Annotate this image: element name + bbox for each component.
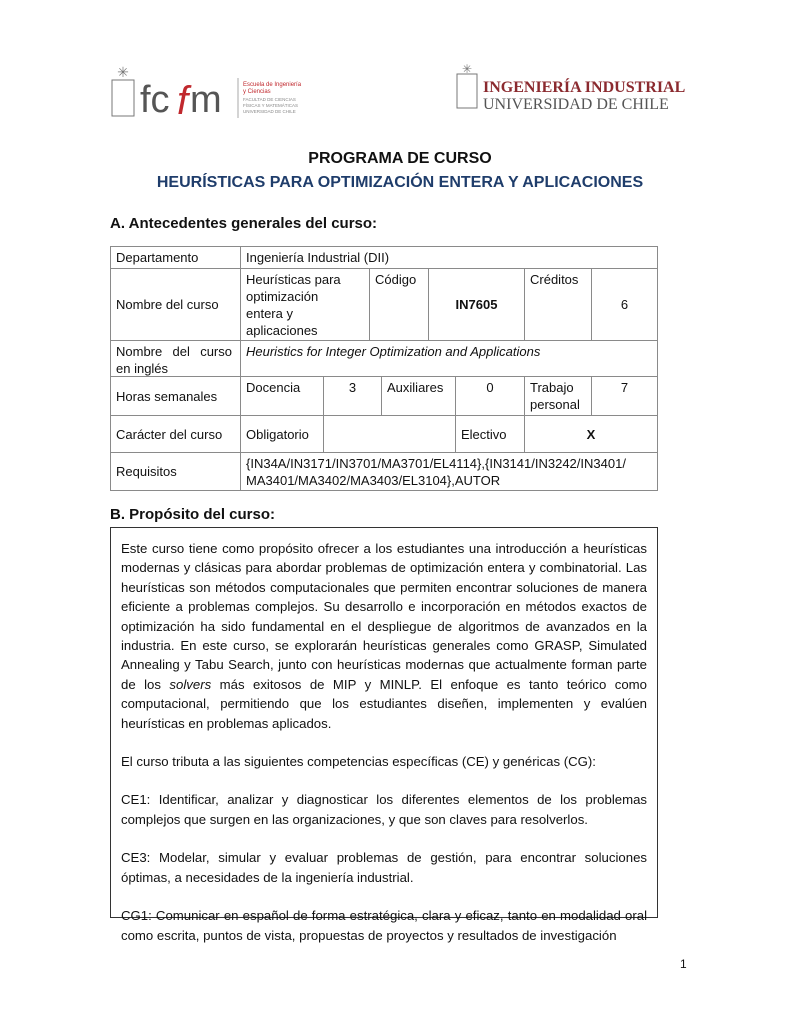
svg-text:✳: ✳ [117,64,129,80]
label-departamento: Departamento [110,246,241,269]
label-docencia: Docencia [240,376,324,416]
page-number: 1 [680,957,687,971]
label-auxiliares: Auxiliares [381,376,456,416]
competency-ce3: CE3: Modelar, simular y evaluar problemas de gestión, para encontrar soluciones óptimas, a necesidades de la ingeniería industrial. [121,850,647,885]
value-departamento: Ingeniería Industrial (DII) [240,246,658,269]
purpose-text-em: solvers [169,676,212,692]
svg-text:y Ciencias: y Ciencias [243,89,271,95]
value-codigo: IN7605 [428,268,525,341]
svg-text:✳: ✳ [461,62,473,76]
label-electivo: Electivo [455,415,525,453]
logo-line2: UNIVERSIDAD DE CHILE [483,96,669,113]
purpose-paragraph [121,539,647,733]
value-requisitos: {IN34A/IN3171/IN3701/MA3701/EL4114},{IN3141/IN3242/IN3401/ MA3401/MA3402/MA3403/EL3104},AUTOR [240,452,658,491]
svg-text:FACULTAD DE CIENCIAS: FACULTAD DE CIENCIAS [243,97,296,102]
svg-text:UNIVERSIDAD DE CHILE: UNIVERSIDAD DE CHILE [243,109,296,114]
purpose-text-b: más exitosos de MIP y MINLP. El enfoque es tanto teórico como computacional, permitiendo que los estudiantes diseñen, implementen y evalúen heurísticas en problemas aplicados. [121,676,648,731]
purpose-box [110,527,658,943]
value-docencia: 3 [323,376,382,416]
svg-text:fc: fc [140,79,170,121]
university-crest-icon [110,62,302,124]
value-nombre: Heurísticas para optimización entera y aplicaciones [240,268,370,341]
label-obligatorio: Obligatorio [240,415,324,453]
value-ingles: Heuristics for Integer Optimization and Applications [240,340,658,377]
fcfm-logo [110,62,302,124]
svg-text:Escuela de Ingeniería: Escuela de Ingeniería [243,82,302,88]
label-codigo: Código [369,268,429,341]
value-obligatorio [323,415,456,453]
label-ingles: Nombre del curso en inglés [110,340,241,377]
label-caracter: Carácter del curso [110,415,241,453]
label-horas: Horas semanales [110,376,241,416]
svg-text:f: f [177,79,189,123]
svg-text:m: m [190,79,222,121]
section-a-heading: A. Antecedentes generales del curso: [110,215,378,232]
page-title: PROGRAMA DE CURSO [308,150,492,167]
label-requisitos: Requisitos [110,452,241,491]
svg-text:FÍSICAS Y MATEMÁTICAS: FÍSICAS Y MATEMÁTICAS [243,103,299,108]
purpose-text-a: Este curso tiene como propósito ofrecer a los estudiantes una introducción a heurísticas modernas y clásicas para abordar problemas de optimización entera y combinatorial. Las heurísticas son métodos computacionales que permiten encontrar soluciones de manera eficiente a problemas complejos. Su desarrollo e incorporación en métodos exactos de optimización ha sido fundamental en el despliegue de algoritmos de avanzados en la industria. En este curso, se explorarán heurísticas generales como GRASP, Simulated Annealing y Tabu Search, junto con heurísticas modernas que actualmente forman parte de los [121,541,647,692]
value-creditos: 6 [591,268,658,341]
competencies-intro: El curso tributa a las siguientes competencias específicas (CE) y genéricas (CG): [121,754,596,770]
competency-cg1: CG1: Comunicar en español de forma estratégica, clara y eficaz, tanto en modalidad oral como escrita, puntos de vista, propuestas de proyectos y resultados de investigación [121,908,647,943]
section-b-heading: B. Propósito del curso: [110,506,276,523]
value-electivo: X [524,415,658,453]
label-nombre: Nombre del curso [110,268,241,341]
competency-ce1: CE1: Identificar, analizar y diagnosticar los diferentes elementos de los problemas complejos que surgen en las organizaciones, y que son claves para resolverlos. [121,792,647,827]
course-title: HEURÍSTICAS PARA OPTIMIZACIÓN ENTERA Y APLICACIONES [156,174,644,191]
label-creditos: Créditos [524,268,592,341]
label-trabajo: Trabajo personal [524,376,592,416]
ingenieria-industrial-logo [455,62,686,113]
value-trabajo: 7 [591,376,658,416]
value-auxiliares: 0 [455,376,525,416]
logo-line1: INGENIERÍA INDUSTRIAL [483,79,686,96]
